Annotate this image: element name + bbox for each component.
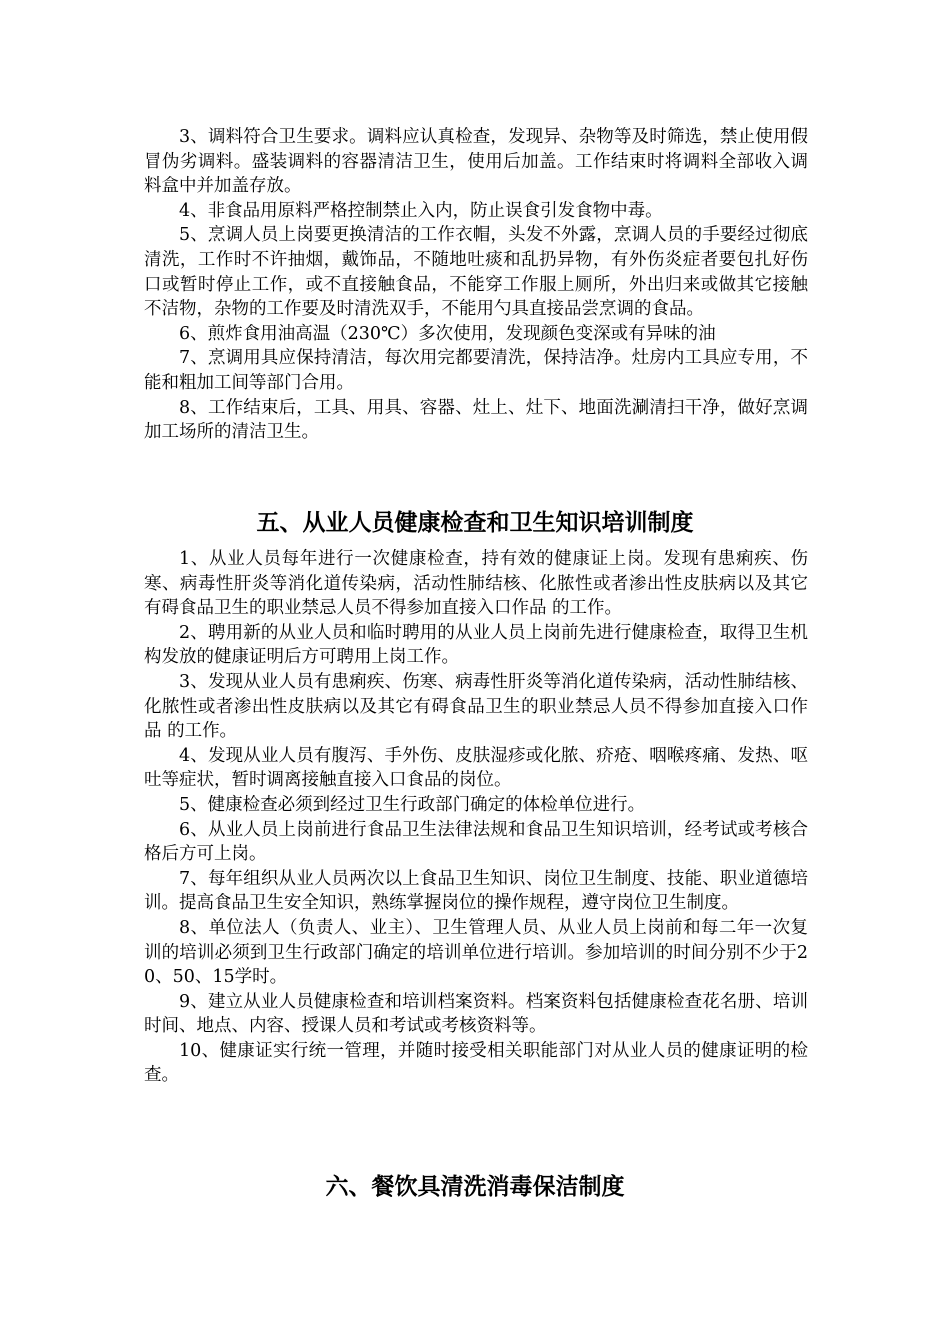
section5-body: [144, 547, 808, 1088]
section4-item-4: 4、非食品用原料严格控制禁止入内，防止误食引发食物中毒。: [179, 200, 663, 221]
section5-item-8: 8、单位法人（负责人、业主）、卫生管理人员、从业人员上岗前和每二年一次复训的培训必须到卫生行政部门确定的培训单位进行培训。参加培训的时间分别不少于20、50、15学时。: [144, 917, 808, 988]
section4-item-5: 5、烹调人员上岗要更换清洁的工作衣帽，头发不外露，烹调人员的手要经过彻底清洗，工作时不许抽烟，戴饰品，不随地吐痰和乱扔异物，有外伤炎症者要包扎好伤口或暂时停止工作，或不直接触食品，不能穿工作服上厕所，外出归来或做其它接触不洁物，杂物的工作要及时清洗双手，不能用勺具直接品尝烹调的食品。: [144, 225, 808, 320]
section5-item-6: 6、从业人员上岗前进行食品卫生法律法规和食品卫生知识培训，经考试或考核合格后方可上岗。: [144, 819, 808, 865]
section4-item-6: 6、煎炸食用油高温（230℃）多次使用，发现颜色变深或有异味的油: [179, 323, 716, 344]
section5-item-10: 10、健康证实行统一管理，并随时接受相关职能部门对从业人员的健康证明的检查。: [144, 1040, 808, 1086]
section4-item-8: 8、工作结束后，工具、用具、容器、灶上、灶下、地面洗涮清扫干净，做好烹调加工场所的清洁卫生。: [144, 397, 808, 443]
section5-item-7: 7、每年组织从业人员两次以上食品卫生知识、岗位卫生制度、技能、职业道德培训。提高食品卫生安全知识，熟练掌握岗位的操作规程，遵守岗位卫生制度。: [144, 868, 808, 914]
section5-item-1: 1、从业人员每年进行一次健康检查，持有效的健康证上岗。发现有患痢疾、伤寒、病毒性肝炎等消化道传染病，活动性肺结核、化脓性或者渗出性皮肤病以及其它有碍食品卫生的职业禁忌人员不得参加直接入口作品 的工作。: [144, 549, 808, 619]
section5-item-3: 3、发现从业人员有患痢疾、伤寒、病毒性肝炎等消化道传染病，活动性肺结核、化脓性或者渗出性皮肤病以及其它有碍食品卫生的职业禁忌人员不得参加直接入口作品 的工作。: [144, 671, 808, 742]
section5-item-4: 4、发现从业人员有腹泻、手外伤、皮肤湿疹或化脓、疥疮、咽喉疼痛、发热、呕吐等症状，暂时调离接触直接入口食品的岗位。: [144, 745, 808, 791]
section4-item-3: 3、调料符合卫生要求。调料应认真检查，发现异、杂物等及时筛选，禁止使用假冒伪劣调料。盛装调料的容器清洁卫生，使用后加盖。工作结束时将调料全部收入调料盒中并加盖存放。: [144, 127, 808, 197]
section5-title: 五、从业人员健康检查和卫生知识培训制度: [256, 510, 694, 536]
section6-title: 六、餐饮具清洗消毒保洁制度: [325, 1174, 625, 1200]
section4-item-7: 7、烹调用具应保持清洁，每次用完都要清洗，保持洁净。灶房内工具应专用，不能和粗加工间等部门合用。: [144, 348, 808, 393]
section4-continued-body: [144, 125, 808, 445]
section5-item-2: 2、聘用新的从业人员和临时聘用的从业人员上岗前先进行健康检查，取得卫生机构发放的健康证明后方可聘用上岗工作。: [144, 622, 808, 668]
section5-item-5: 5、健康检查必须到经过卫生行政部门确定的体检单位进行。: [179, 794, 646, 815]
section5-item-9: 9、建立从业人员健康检查和培训档案资料。档案资料包括健康检查花名册、培训时间、地点、内容、授课人员和考试或考核资料等。: [144, 991, 808, 1037]
